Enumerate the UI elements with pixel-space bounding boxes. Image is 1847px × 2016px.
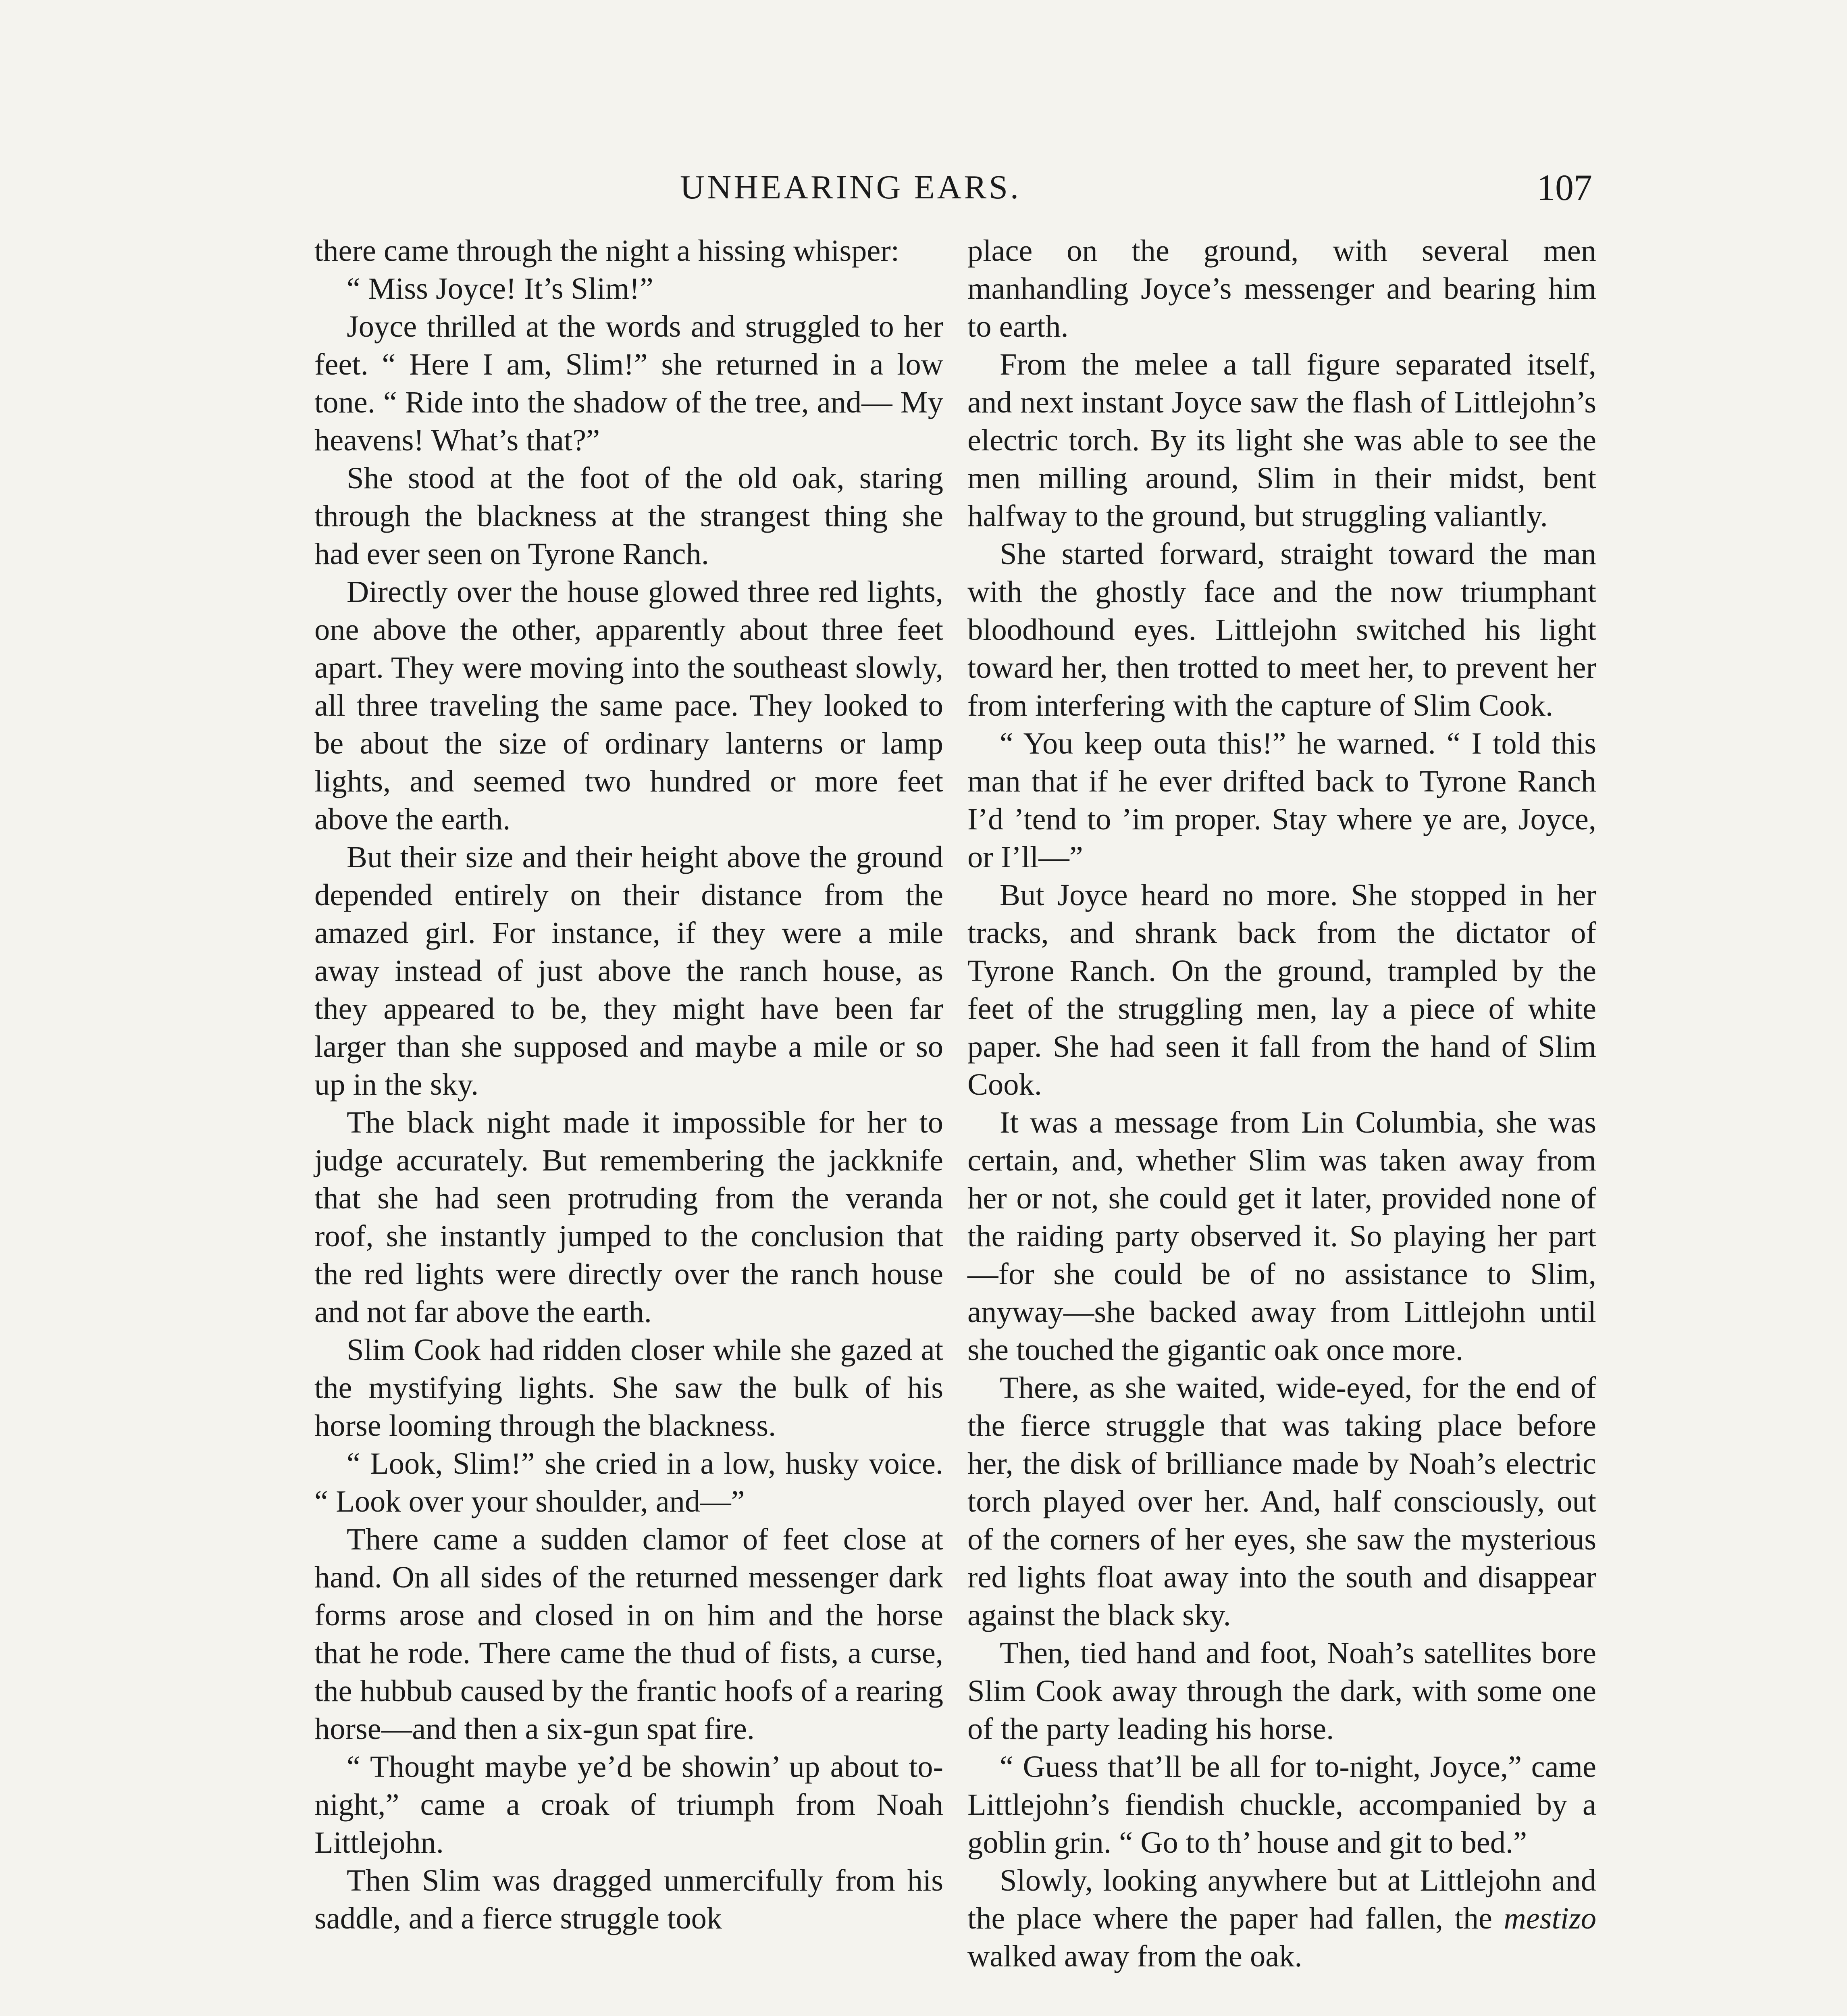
italic-word: mestizo [1504,1901,1596,1935]
paragraph: Then, tied hand and foot, Noah’s satellites bore Slim Cook away through the dark, with some one of the party leading his horse. [967,1636,1596,1746]
paragraph: place on the ground, with several men manhandling Joyce’s messenger and bearing him to earth. [967,233,1596,344]
paragraph: She started forward, straight toward the man with the ghostly face and the now triumphant bloodhound eyes. Littlejohn switched his light toward her, then trotted to meet her, to prevent her from interfering with the capture of Slim Cook. [967,537,1596,723]
running-header [314,165,1592,210]
paragraph: Joyce thrilled at the words and struggled to her feet. “ Here I am, Slim!” she returned in a low tone. “ Ride into the shadow of the tree, and— My heavens! What’s that?” [314,309,943,457]
paragraph: “ Miss Joyce! It’s Slim!” [347,271,653,306]
paragraph: The black night made it impossible for her to judge accurately. But remembering the jackknife that she had seen protruding from the veranda roof, she instantly jumped to the conclusion that the red lights were directly over the ranch house and not far above the earth. [314,1105,943,1329]
paragraph: From the melee a tall figure separated itself, and next instant Joyce saw the flash of Littlejohn’s electric torch. By its light she was able to see the men milling around, Slim in their midst, bent halfway to the ground, but struggling valiantly. [967,347,1596,533]
paragraph: “ Guess that’ll be all for to-night, Joyce,” came Littlejohn’s fiendish chuckle, accompanied by a goblin grin. “ Go to th’ house and git to bed.” [967,1749,1596,1860]
paragraph: Slim Cook had ridden closer while she gazed at the mystifying lights. She saw the bulk of his horse looming through the blackness. [314,1333,943,1443]
paragraph: “ Look, Slim!” she cried in a low, husky voice. “ Look over your shoulder, and—” [314,1446,943,1518]
paragraph: “ Thought maybe ye’d be showin’ up about to-night,” came a croak of triumph from Noah Littlejohn. [314,1749,943,1860]
paragraph: There, as she waited, wide-eyed, for the end of the fierce struggle that was taking place before her, the disk of brilliance made by Noah’s electric torch played over her. And, half consciously, out of the corners of her eyes, she saw the mysterious red lights float away into the south and disappear against the black sky. [967,1370,1596,1632]
paragraph: But their size and their height above the ground depended entirely on their distance from the amazed girl. For instance, if they were a mile away instead of just above the ranch house, as they appeared to be, they might have been far larger than she supposed and maybe a mile or so up in the sky. [314,840,943,1102]
chapter-title: UNHEARING EARS. [680,169,1021,206]
left-text-column [314,232,943,1937]
paragraph: there came through the night a hissing whisper: [314,233,900,268]
paragraph: Directly over the house glowed three red lights, one above the other, apparently about three feet apart. They were moving into the southeast slowly, all three traveling the same pace. They looked to be about the size of ordinary lanterns or lamp lights, and seemed two hundred or more feet above the earth. [314,575,943,836]
paragraph: Then Slim was dragged unmercifully from his saddle, and a fierce struggle took [314,1863,943,1935]
paragraph: “ You keep outa this!” he warned. “ I told this man that if he ever drifted back to Tyrone Ranch I’d ’tend to ’im proper. Stay where ye are, Joyce, or I’ll—” [967,726,1596,874]
text-run: Slowly, looking anywhere but at Littlejohn and the place where the paper had fallen, the [967,1863,1596,1935]
right-text-column [967,232,1596,1975]
paragraph: But Joyce heard no more. She stopped in her tracks, and shrank back from the dictator of Tyrone Ranch. On the ground, trampled by the feet of the struggling men, lay a piece of white paper. She had seen it fall from the hand of Slim Cook. [967,878,1596,1102]
text-run: walked away from the oak. [967,1939,1302,1973]
final-paragraph [967,1862,1596,1975]
page-number: 107 [1537,167,1592,208]
paragraph: There came a sudden clamor of feet close at hand. On all sides of the returned messenger dark forms arose and closed in on him and the horse that he rode. There came the thud of fists, a curse, the hubbub caused by the frantic hoofs of a rearing horse—and then a six-gun spat fire. [314,1522,943,1746]
paragraph: She stood at the foot of the old oak, staring through the blackness at the strangest thing she had ever seen on Tyrone Ranch. [314,461,943,571]
paragraph: It was a message from Lin Columbia, she was certain, and, whether Slim was taken away from her or not, she could get it later, provided none of the raiding party observed it. So playing her part—for she could be of no assistance to Slim, anyway—she backed away from Littlejohn until she touched the gigantic oak once more. [967,1105,1596,1367]
